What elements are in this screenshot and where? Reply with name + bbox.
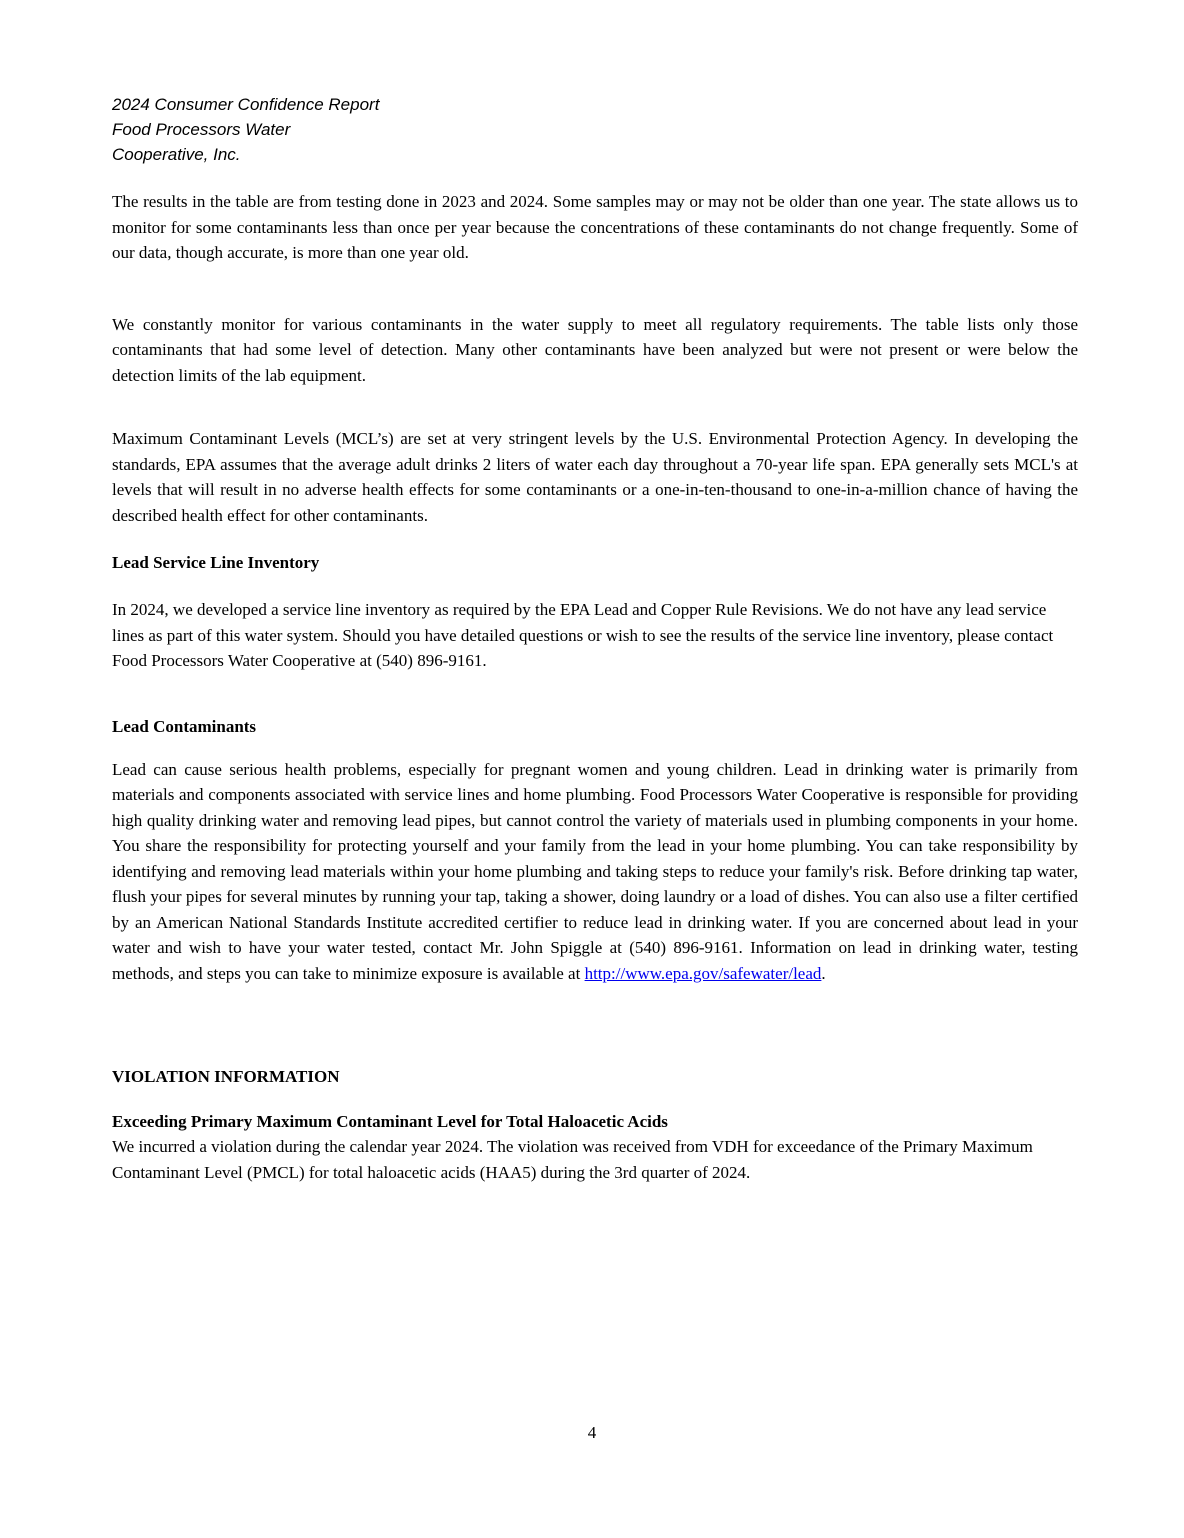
report-title-line: 2024 Consumer Confidence Report <box>112 95 380 114</box>
paragraph-lead-service-line: In 2024, we developed a service line inventory as required by the EPA Lead and Copper Rule Revisions. We do not have any lead service lines as part of this water system. Should you have detailed questions or wish to see the results of the service line inventory, please contact Food Processors Water Cooperative at (540) 896-9161. <box>112 600 1054 670</box>
heading-exceeding-pmcl: Exceeding Primary Maximum Contaminant Level for Total Haloacetic Acids <box>112 1112 668 1131</box>
heading-lead-contaminants: Lead Contaminants <box>112 716 257 736</box>
report-header <box>112 92 1078 167</box>
paragraph-violation-details: We incurred a violation during the calendar year 2024. The violation was received from VDH for exceedance of the Primary Maximum Contaminant Level (PMCL) for total haloacetic acids (HAA5) during the 3rd quarter of 2024. <box>112 1137 1033 1182</box>
paragraph-mcl-standards: Maximum Contaminant Levels (MCL’s) are set at very stringent levels by the U.S. Environmental Protection Agency. In developing the standards, EPA assumes that the average adult drinks 2 liters of water each day throughout a 70-year life span. EPA generally sets MCL's at levels that will result in no adverse health effects for some contaminants or a one-in-ten-thousand to one-in-a-million chance of having the described health effect for other contaminants. <box>112 429 1078 525</box>
page-number: 4 <box>587 1423 597 1442</box>
report-org-line-2: Cooperative, Inc. <box>112 145 241 164</box>
heading-violation-information: VIOLATION INFORMATION <box>112 1067 340 1086</box>
lead-contaminants-text-end: . <box>821 963 826 983</box>
paragraph-testing-results: The results in the table are from testing done in 2023 and 2024. Some samples may or may not be older than one year. The state allows us to monitor for some contaminants less than once per year because the concentrations of these contaminants do not change frequently. Some of our data, though accurate, is more than one year old. <box>112 192 1078 262</box>
paragraph-monitoring: We constantly monitor for various contaminants in the water supply to meet all regulatory requirements. The table lists only those contaminants that had some level of detection. Many other contaminants have been analyzed but were not present or were below the detection limits of the lab equipment. <box>112 314 1078 385</box>
paragraph-lead-contaminants <box>112 757 1078 987</box>
lead-contaminants-text: Lead can cause serious health problems, especially for pregnant women and young children. Lead in drinking water is primarily from materials and components associated with service lines and home plumbing. Food Processors Water Cooperative is responsible for providing high quality drinking water and removing lead pipes, but cannot control the variety of materials used in plumbing components in your home. You share the responsibility for protecting yourself and your family from the lead in your home plumbing. You can take responsibility by identifying and removing lead materials within your home plumbing and taking steps to reduce your family's risk. Before drinking tap water, flush your pipes for several minutes by running your tap, taking a shower, doing laundry or a load of dishes. You can also use a filter certified by an American National Standards Institute accredited certifier to reduce lead in drinking water. If you are concerned about lead in your water and wish to have your water tested, contact Mr. John Spiggle at (540) 896-9161. Information on lead in drinking water, testing methods, and steps you can take to minimize exposure is available at <box>112 759 1078 983</box>
report-org-line-1: Food Processors Water <box>112 120 291 139</box>
heading-lead-service-line-inventory: Lead Service Line Inventory <box>112 553 320 572</box>
epa-safewater-link[interactable]: http://www.epa.gov/safewater/lead <box>584 963 822 983</box>
